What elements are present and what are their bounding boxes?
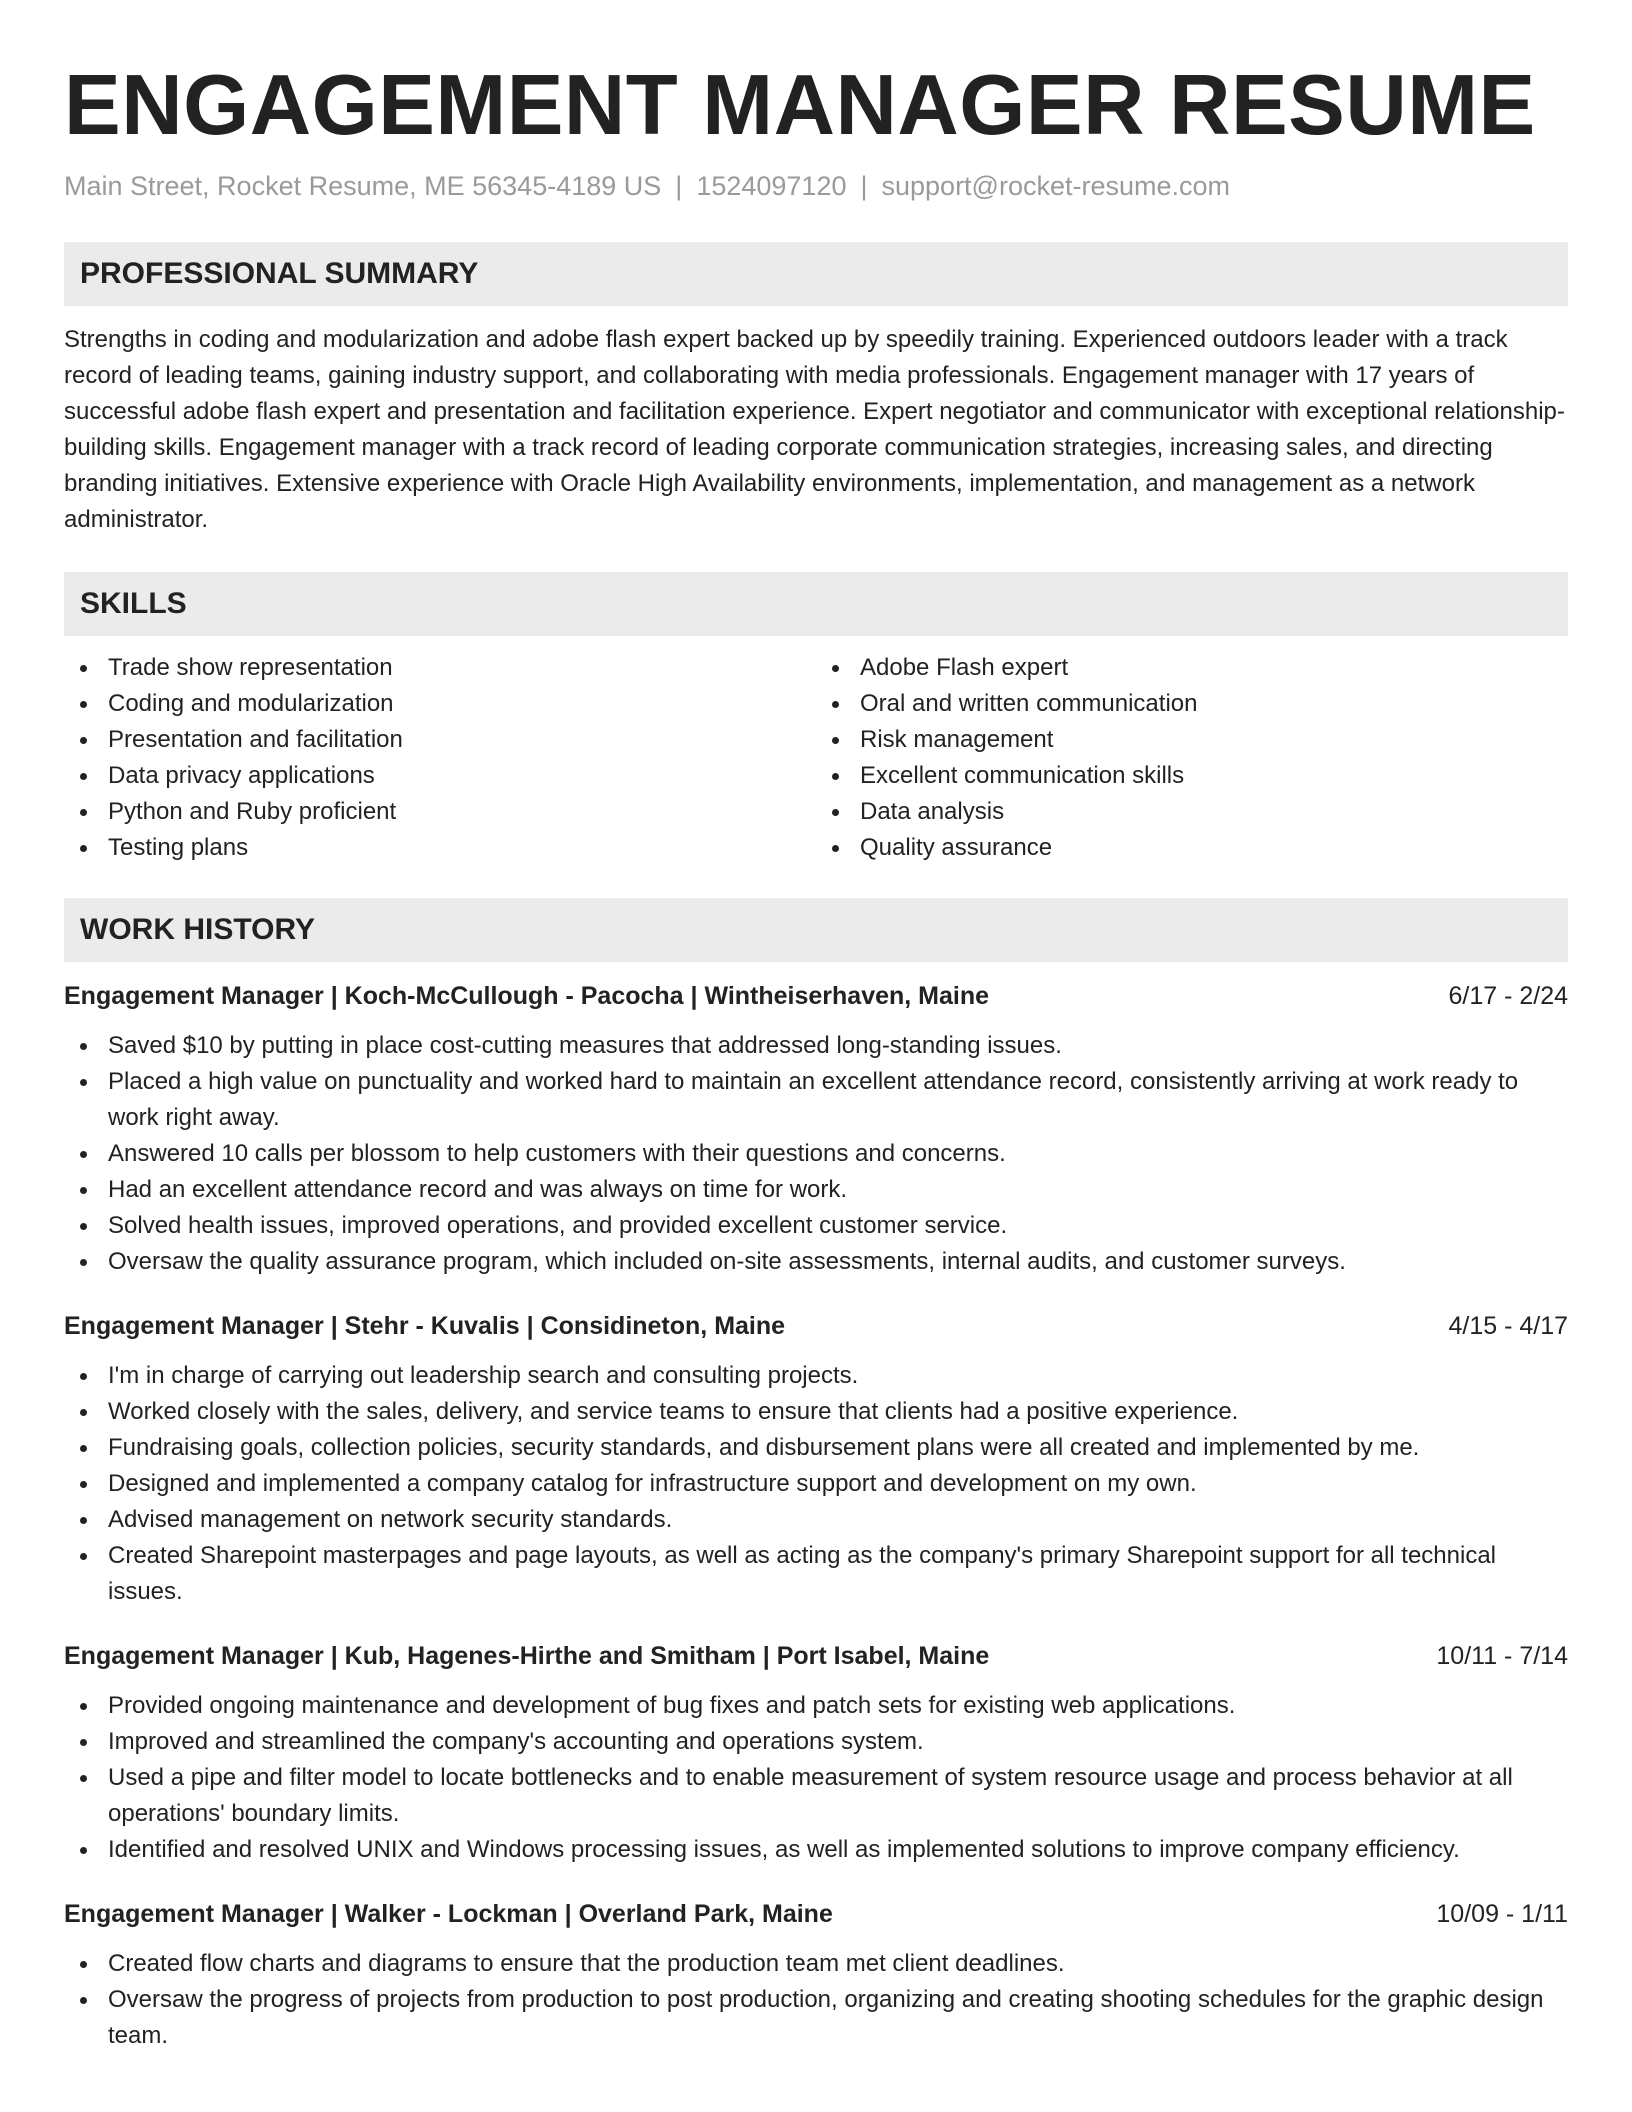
job-bullet: I'm in charge of carrying out leadership search and consulting projects. xyxy=(64,1358,1568,1394)
job-bullet: Created flow charts and diagrams to ensure that the production team met client deadlines. xyxy=(64,1946,1568,1982)
job-dates: 4/15 - 4/17 xyxy=(1448,1312,1568,1340)
job-title: Engagement Manager | Koch-McCullough - Pacocha | Wintheiserhaven, Maine xyxy=(64,982,990,1010)
contact-separator: | xyxy=(675,171,683,201)
job-bullets xyxy=(64,1946,1568,2054)
job-bullet: Oversaw the progress of projects from production to post production, organizing and creating shooting schedules for the graphic design team. xyxy=(64,1982,1568,2054)
job-dates: 10/09 - 1/11 xyxy=(1436,1900,1568,1928)
job-title: Engagement Manager | Kub, Hagenes-Hirthe and Smitham | Port Isabel, Maine xyxy=(64,1642,990,1670)
skills-column-left xyxy=(64,650,816,866)
job-dates: 10/11 - 7/14 xyxy=(1436,1642,1568,1670)
job-header xyxy=(64,1896,1568,1932)
job-bullet: Improved and streamlined the company's accounting and operations system. xyxy=(64,1724,1568,1760)
job-title: Engagement Manager | Stehr - Kuvalis | Considineton, Maine xyxy=(64,1312,786,1340)
contact-address: Main Street, Rocket Resume, ME 56345-4189 US xyxy=(64,171,662,201)
job-bullet: Worked closely with the sales, delivery, and service teams to ensure that clients had a positive experience. xyxy=(64,1394,1568,1430)
job-entry xyxy=(64,1896,1568,2054)
skill-item: Testing plans xyxy=(64,830,816,866)
job-bullet: Provided ongoing maintenance and development of bug fixes and patch sets for existing web applications. xyxy=(64,1688,1568,1724)
section-header-summary: PROFESSIONAL SUMMARY xyxy=(64,242,1568,306)
contact-phone: 1524097120 xyxy=(696,171,847,201)
job-bullet: Oversaw the quality assurance program, which included on-site assessments, internal audits, and customer surveys. xyxy=(64,1244,1568,1280)
contact-separator: | xyxy=(860,171,868,201)
skill-item: Adobe Flash expert xyxy=(816,650,1568,686)
job-bullet: Answered 10 calls per blossom to help customers with their questions and concerns. xyxy=(64,1136,1568,1172)
job-bullet: Designed and implemented a company catalog for infrastructure support and development on my own. xyxy=(64,1466,1568,1502)
section-header-skills: SKILLS xyxy=(64,572,1568,636)
job-bullet: Created Sharepoint masterpages and page layouts, as well as acting as the company's primary Sharepoint support for all technical issues. xyxy=(64,1538,1568,1610)
skill-item: Presentation and facilitation xyxy=(64,722,816,758)
skill-item: Data analysis xyxy=(816,794,1568,830)
job-header xyxy=(64,1308,1568,1344)
job-dates: 6/17 - 2/24 xyxy=(1448,982,1568,1010)
job-bullets xyxy=(64,1358,1568,1610)
skills-column-right xyxy=(816,650,1568,866)
job-bullet: Used a pipe and filter model to locate bottlenecks and to enable measurement of system resource usage and process behavior at all operations' boundary limits. xyxy=(64,1760,1568,1832)
skill-item: Trade show representation xyxy=(64,650,816,686)
job-bullet: Identified and resolved UNIX and Windows processing issues, as well as implemented solutions to improve company efficiency. xyxy=(64,1832,1568,1868)
job-bullets xyxy=(64,1028,1568,1280)
job-header xyxy=(64,978,1568,1014)
contact-email: support@rocket-resume.com xyxy=(881,171,1231,201)
job-bullet: Solved health issues, improved operations, and provided excellent customer service. xyxy=(64,1208,1568,1244)
resume-title: ENGAGEMENT MANAGER RESUME xyxy=(64,58,1536,153)
skill-item: Coding and modularization xyxy=(64,686,816,722)
job-title: Engagement Manager | Walker - Lockman | Overland Park, Maine xyxy=(64,1900,833,1928)
job-bullet: Had an excellent attendance record and was always on time for work. xyxy=(64,1172,1568,1208)
summary-text: Strengths in coding and modularization and adobe flash expert backed up by speedily training. Experienced outdoors leader with a track record of leading teams, gaining industry support, and collaborating with media professionals. Engagement manager with 17 years of successful adobe flash expert and presentation and facilitation experience. Expert negotiator and communicator with exceptional relationship-building skills. Engagement manager with a track record of leading corporate communication strategies, increasing sales, and directing branding initiatives. Extensive experience with Oracle High Availability environments, implementation, and management as a network administrator. xyxy=(64,326,1565,533)
job-entry xyxy=(64,1638,1568,1868)
skill-item: Excellent communication skills xyxy=(816,758,1568,794)
job-bullet: Advised management on network security standards. xyxy=(64,1502,1568,1538)
job-bullets xyxy=(64,1688,1568,1868)
job-bullet: Saved $10 by putting in place cost-cutting measures that addressed long-standing issues. xyxy=(64,1028,1568,1064)
skill-item: Quality assurance xyxy=(816,830,1568,866)
contact-line xyxy=(64,168,1568,204)
job-header xyxy=(64,1638,1568,1674)
skill-item: Data privacy applications xyxy=(64,758,816,794)
skill-item: Risk management xyxy=(816,722,1568,758)
job-bullet: Placed a high value on punctuality and worked hard to maintain an excellent attendance record, consistently arriving at work ready to work right away. xyxy=(64,1064,1568,1136)
job-entry xyxy=(64,1308,1568,1610)
skill-item: Python and Ruby proficient xyxy=(64,794,816,830)
job-entry xyxy=(64,978,1568,1280)
skills-grid xyxy=(64,650,1568,866)
job-bullet: Fundraising goals, collection policies, security standards, and disbursement plans were all created and implemented by me. xyxy=(64,1430,1568,1466)
section-header-work-history: WORK HISTORY xyxy=(64,898,1568,962)
skill-item: Oral and written communication xyxy=(816,686,1568,722)
